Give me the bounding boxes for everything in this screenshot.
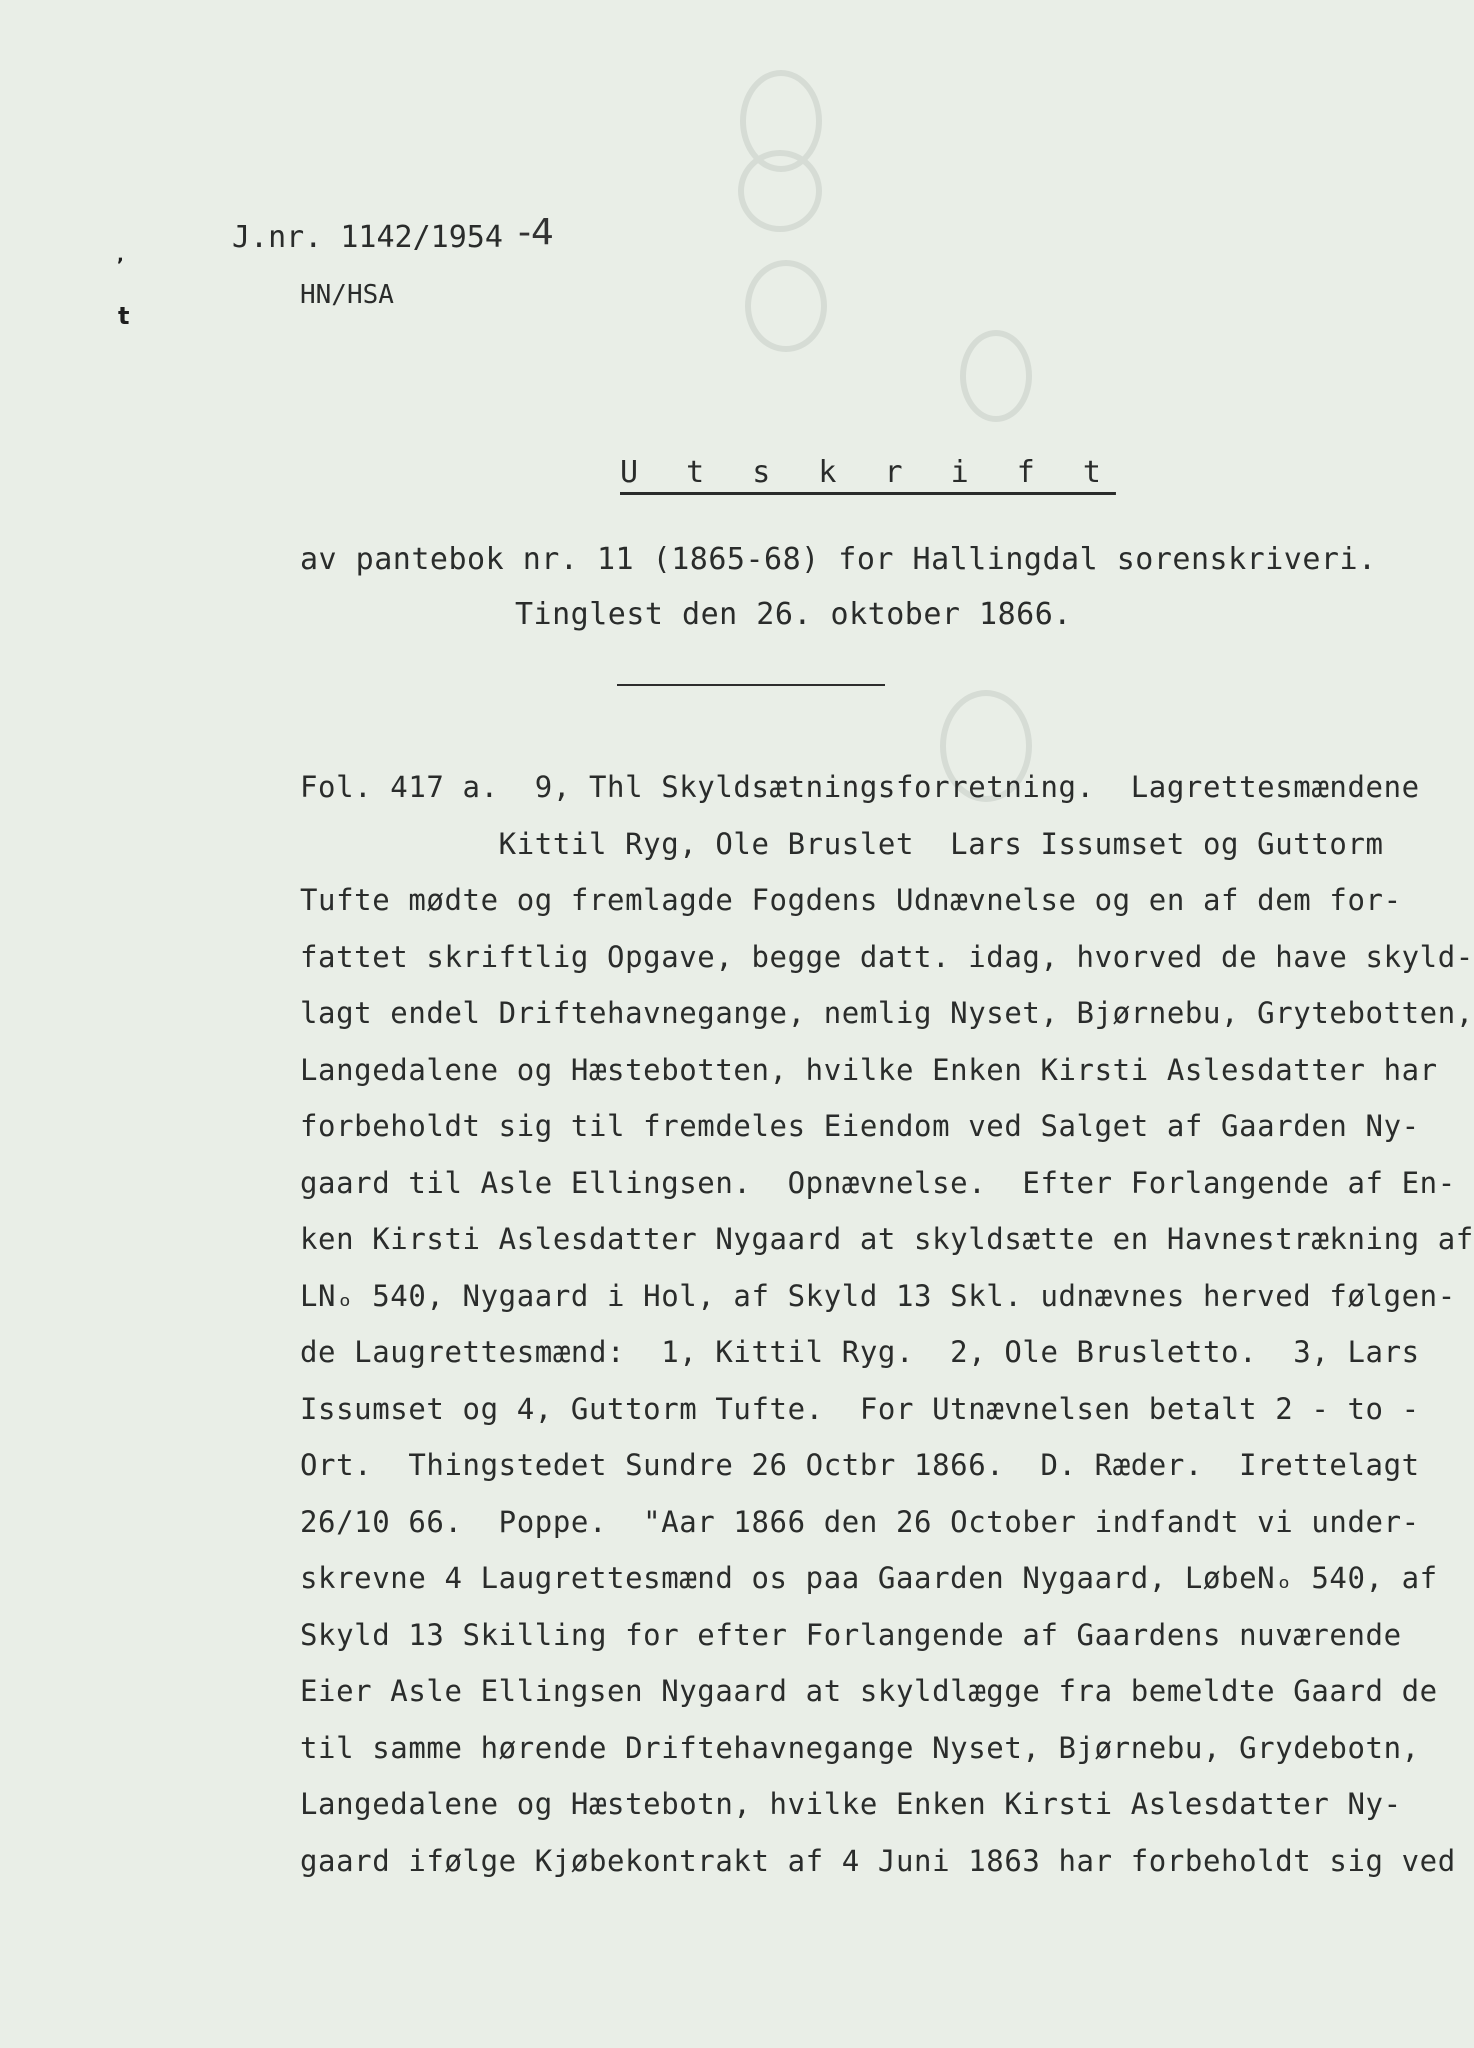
body-line: Tufte mødte og fremlagde Fogdens Udnævnelse og en af dem for- bbox=[300, 883, 1402, 917]
initials: HN/HSA bbox=[300, 280, 394, 310]
body-line: Kittil Ryg, Ole Bruslet Lars Issumset og Guttorm bbox=[300, 826, 1384, 861]
body-line: gaard ifølge Kjøbekontrakt af 4 Juni 1863 har forbeholdt sig ved bbox=[300, 1843, 1456, 1878]
body-line: Eier Asle Ellingsen Nygaard at skyldlægge fra bemeldte Gaard de bbox=[300, 1674, 1438, 1708]
body-line: Langedalene og Hæstebotten, hvilke Enken Kirsti Aslesdatter har bbox=[300, 1052, 1438, 1087]
body-line: Langedalene og Hæstebotn, hvilke Enken Kirsti Aslesdatter Ny- bbox=[300, 1787, 1402, 1821]
body-line: Skyld 13 Skilling for efter Forlangende af Gaardens nuværende bbox=[300, 1617, 1402, 1652]
body-line: fattet skriftlig Opgave, begge datt. idag, hvorved de have skyld- bbox=[300, 939, 1474, 974]
body-line: skrevne 4 Laugrettesmænd os paa Gaarden Nygaard, LøbeNₒ 540, af bbox=[300, 1561, 1438, 1595]
body-line: ken Kirsti Aslesdatter Nygaard at skyldsætte en Havnestrækning af bbox=[300, 1222, 1474, 1256]
body-line: lagt endel Driftehavnegange, nemlig Nyset, Bjørnebu, Grytebotten, bbox=[300, 996, 1474, 1030]
separator-rule bbox=[617, 684, 885, 686]
body-line: til samme hørende Driftehavnegange Nyset, Bjørnebu, Grydebotn, bbox=[300, 1730, 1420, 1765]
body-line: LNₒ 540, Nygaard i Hol, af Skyld 13 Skl. udnævnes herved følgen- bbox=[300, 1278, 1456, 1313]
body-line: gaard til Asle Ellingsen. Opnævnelse. Efter Forlangende af En- bbox=[300, 1165, 1456, 1200]
margin-mark: , bbox=[117, 245, 124, 266]
bleed-through-stamp bbox=[960, 330, 1032, 422]
body-line: Issumset og 4, Guttorm Tufte. For Utnævnelsen betalt 2 - to - bbox=[300, 1391, 1420, 1426]
body-line: Ort. Thingstedet Sundre 26 Octbr 1866. D. Ræder. Irettelagt bbox=[300, 1448, 1420, 1482]
journal-number: J.nr. 1142/1954 bbox=[232, 220, 503, 255]
bleed-through-stamp bbox=[745, 260, 827, 352]
body-line: de Laugrettesmænd: 1, Kittil Ryg. 2, Ole Brusletto. 3, Lars bbox=[300, 1335, 1420, 1369]
body-line: 26/10 66. Poppe. "Aar 1866 den 26 October indfandt vi under- bbox=[300, 1504, 1420, 1539]
body-line: Fol. 417 a. 9, Thl Skyldsætningsforretning. Lagrettesmændene bbox=[300, 770, 1420, 804]
subtitle-line-2: Tinglest den 26. oktober 1866. bbox=[515, 597, 1072, 632]
bleed-through-stamp bbox=[738, 150, 822, 232]
handwritten-suffix: -4 bbox=[518, 212, 554, 253]
body-line: forbeholdt sig til fremdeles Eiendom ved Salget af Gaarden Ny- bbox=[300, 1109, 1420, 1143]
subtitle-line-1: av pantebok nr. 11 (1865-68) for Hallingdal sorenskriveri. bbox=[300, 542, 1377, 577]
document-title: U t s k r i f t bbox=[620, 455, 1116, 490]
margin-mark: t bbox=[118, 302, 130, 330]
